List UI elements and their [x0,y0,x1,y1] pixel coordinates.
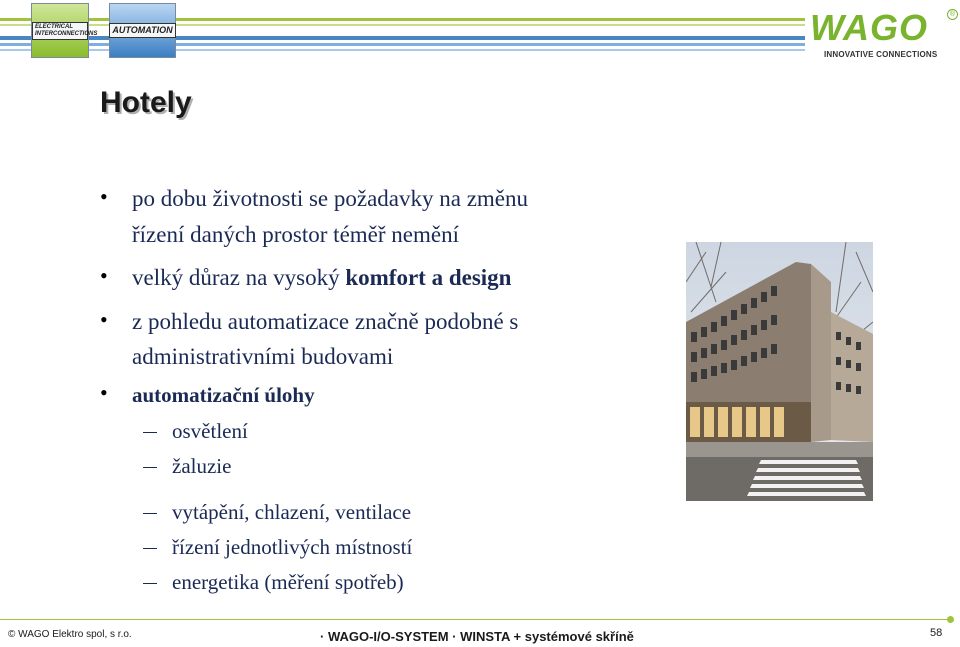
dash-icon [143,467,157,468]
bullet-1-line-2: řízení daných prostor téměř nemění [132,222,459,247]
automation-label: AUTOMATION [109,23,175,38]
wago-logo [810,8,955,64]
dash-icon [143,432,157,433]
sub-item: osvětlení [172,419,248,443]
wago-logo-word: WAGO [810,7,928,48]
bullet-1-line-1: po dobu životnosti se požadavky na změnu [132,186,529,211]
page-number: 58 [930,627,943,639]
sub-item: žaluzie [172,454,232,478]
dash-icon [143,513,157,514]
bullet-icon: • [100,263,108,288]
sub-item: energetika (měření spotřeb) [172,570,404,594]
dash-icon [143,583,157,584]
electrical-interconnections-label: ELECTRICAL INTERCONNECTIONS [32,22,88,40]
footer-product-line: · WAGO-I/O-SYSTEM · WINSTA + systémové skříně [320,629,634,644]
bullet-2 [132,263,511,293]
bullet-icon: • [100,184,108,209]
registered-mark: ® [947,9,958,20]
bullet-2-plain: velký důraz na vysoký [132,265,346,290]
bullet-icon: • [100,380,108,405]
sub-item: řízení jednotlivých místností [172,535,413,559]
slide-title: Hotely [100,86,192,119]
hotel-building-photo [686,242,873,501]
bullet-4: automatizační úlohy [132,383,315,407]
bullet-icon: • [100,307,108,332]
footer-line [0,619,950,620]
footer-copyright: © WAGO Elektro spol, s r.o. [8,629,132,640]
footer-line-end-dot [947,616,954,623]
bullet-3-line-2: administrativními budovami [132,344,394,369]
bullet-3-line-1: z pohledu automatizace značně podobné s [132,309,519,334]
dash-icon [143,548,157,549]
sub-item: vytápění, chlazení, ventilace [172,500,412,524]
automation-tab [109,3,176,58]
bullet-2-bold: komfort a design [345,265,512,290]
wago-logo-tagline: INNOVATIVE CONNECTIONS [824,50,938,59]
electrical-interconnections-tab [31,3,98,58]
